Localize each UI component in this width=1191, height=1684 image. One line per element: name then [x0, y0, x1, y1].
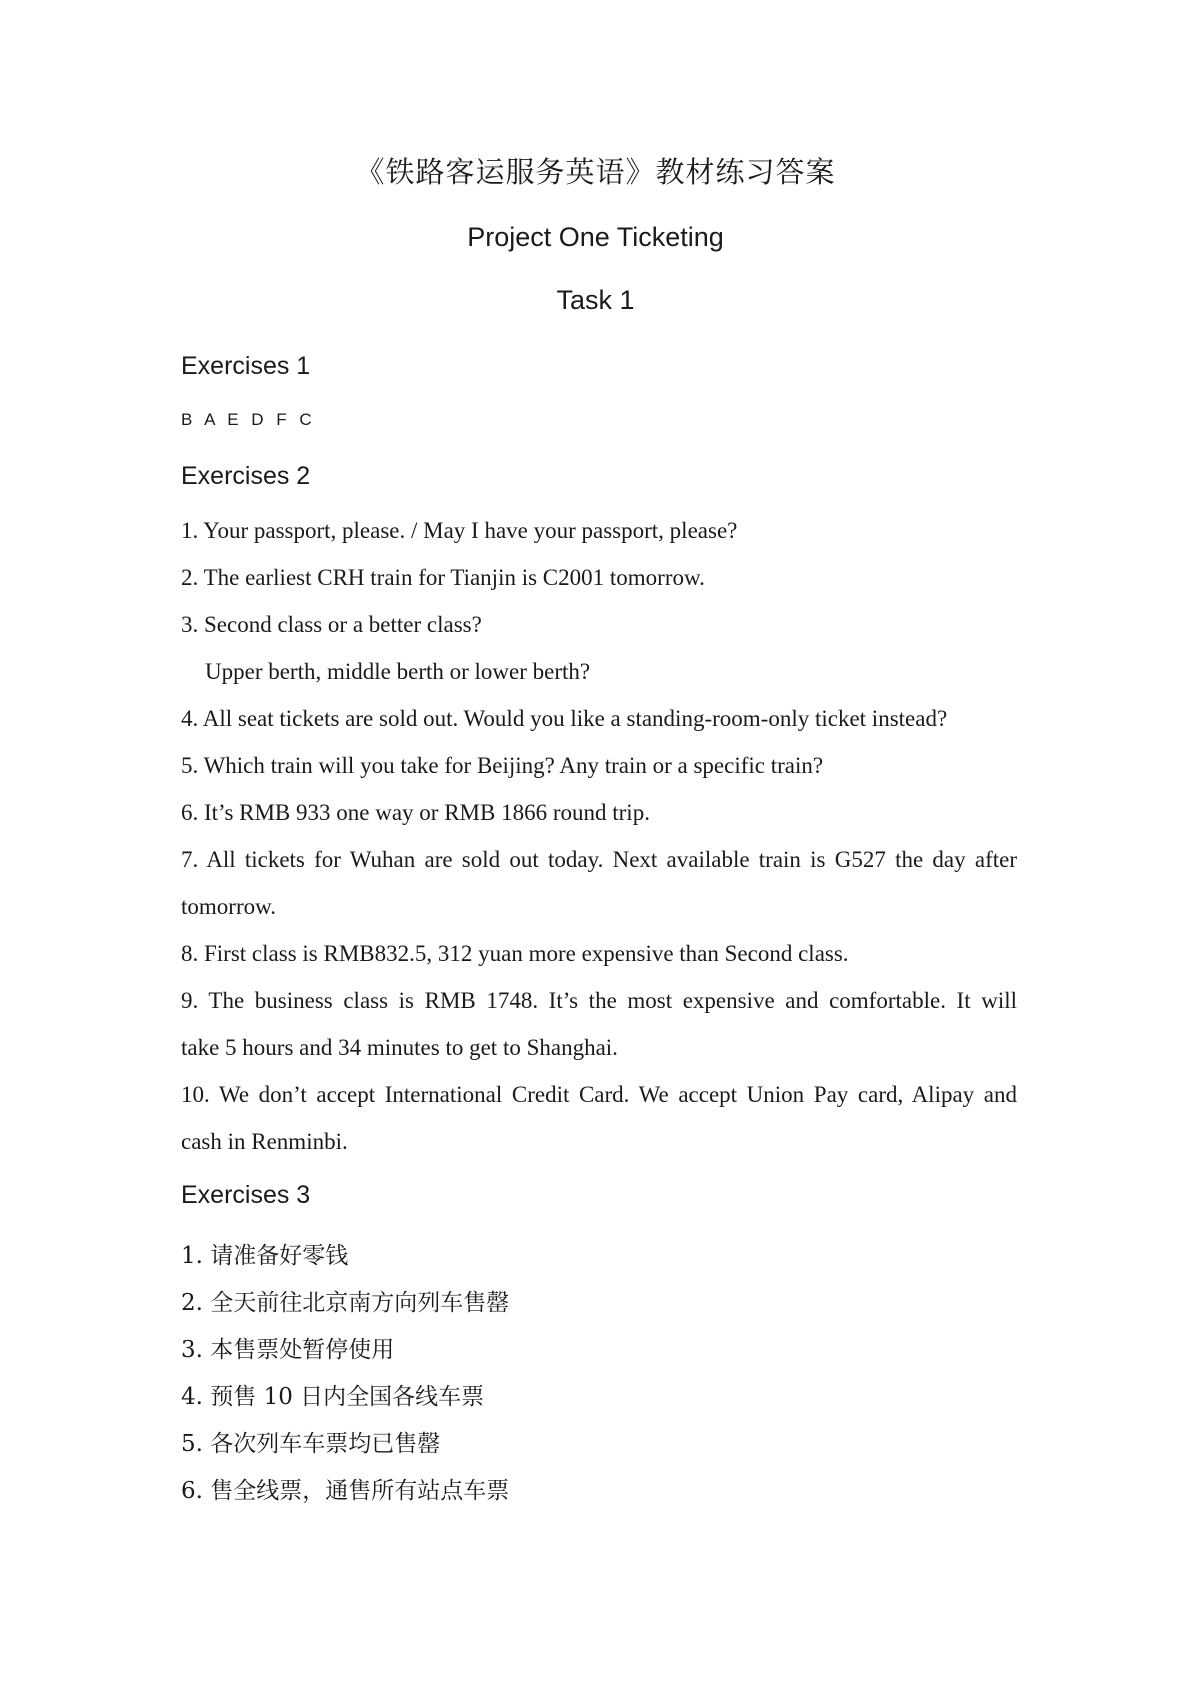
exercises-1-answer: B A E D F C: [181, 410, 316, 429]
exercise-3-line: 3. 本售票处暂停使用: [181, 1337, 395, 1363]
exercise-2-line: Upper berth, middle berth or lower berth?: [205, 659, 591, 684]
exercise-2-line: 1. Your passport, please. / May I have your passport, please?: [181, 518, 738, 543]
exercise-2-line: cash in Renminbi.: [181, 1129, 348, 1154]
exercise-3-line: 2. 全天前往北京南方向列车售罄: [181, 1290, 510, 1316]
project-title: Project One Ticketing: [467, 222, 724, 252]
exercises-3-heading: Exercises 3: [181, 1181, 311, 1209]
exercise-2-line: take 5 hours and 34 minutes to get to Shanghai.: [181, 1035, 618, 1060]
exercise-2-line: 10. We don’t accept International Credit Card. We accept Union Pay card, Alipay and: [181, 1082, 1017, 1107]
exercise-3-line: 1. 请准备好零钱: [181, 1243, 349, 1269]
exercise-3-line: 5. 各次列车车票均已售罄: [181, 1431, 441, 1457]
exercise-2-line: 2. The earliest CRH train for Tianjin is C2001 tomorrow.: [181, 565, 705, 590]
exercises-2-heading: Exercises 2: [181, 462, 311, 490]
exercise-2-line: 4. All seat tickets are sold out. Would you like a standing-room-only ticket instead?: [181, 706, 948, 731]
exercise-2-line: 6. It’s RMB 933 one way or RMB 1866 round trip.: [181, 800, 650, 825]
exercise-2-line: 7. All tickets for Wuhan are sold out today. Next available train is G527 the day after: [181, 847, 1017, 872]
exercise-2-line: 9. The business class is RMB 1748. It’s the most expensive and comfortable. It will: [181, 988, 1017, 1013]
task-title: Task 1: [556, 285, 635, 315]
exercise-2-line: 3. Second class or a better class?: [181, 612, 482, 637]
exercise-2-line: tomorrow.: [181, 894, 276, 919]
exercise-3-line: 6. 售全线票，通售所有站点车票: [181, 1478, 510, 1504]
exercise-3-line: 4. 预售 10 日内全国各线车票: [181, 1384, 485, 1410]
exercises-1-heading: Exercises 1: [181, 352, 311, 380]
exercise-2-line: 5. Which train will you take for Beijing? Any train or a specific train?: [181, 753, 824, 778]
document-title: 《铁路客运服务英语》教材练习答案: [355, 155, 836, 189]
exercise-2-line: 8. First class is RMB832.5, 312 yuan more expensive than Second class.: [181, 941, 849, 966]
